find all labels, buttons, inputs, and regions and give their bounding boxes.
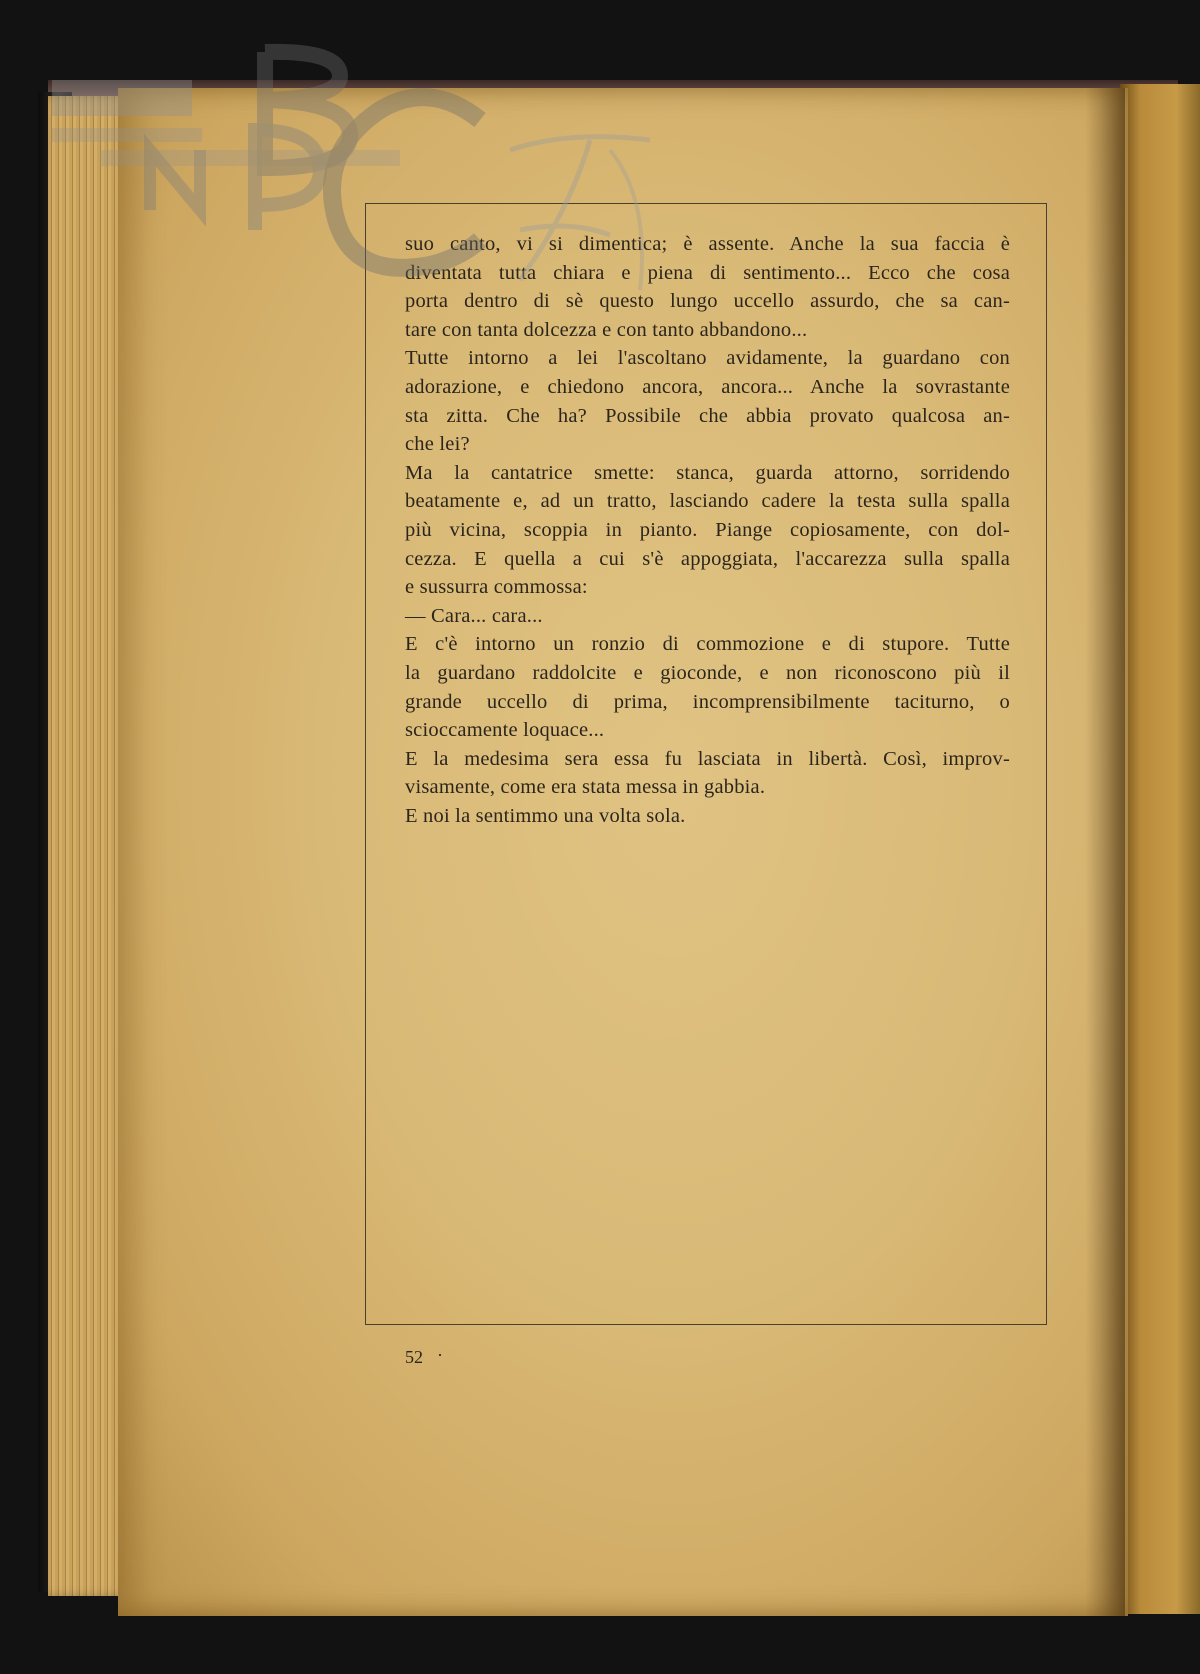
text-line: tare con tanta dolcezza e con tanto abbandono...	[405, 318, 808, 341]
paragraph	[405, 630, 1010, 744]
text-line: visamente, come era stata messa in gabbia.	[405, 776, 766, 799]
paragraph	[405, 459, 1010, 602]
paragraph	[405, 745, 1010, 802]
text-line: Ma la cantatrice smette: stanca, guarda attorno, sorridendo	[405, 461, 1010, 484]
text-line: porta dentro di sè questo lungo uccello assurdo, che sa can-	[405, 290, 1010, 313]
paragraph	[405, 802, 1010, 831]
text-line: la guardano raddolcite e gioconde, e non riconoscono più il	[405, 661, 1010, 684]
text-line: Tutte intorno a lei l'ascoltano avidamente, la guardano con	[405, 347, 1010, 370]
text-line: e sussurra commossa:	[405, 576, 588, 599]
text-line: più vicina, scoppia in pianto. Piange copiosamente, con dol-	[405, 518, 1010, 541]
text-line: grande uccello di prima, incomprensibilmente taciturno, o	[405, 690, 1010, 713]
paragraph	[405, 230, 1010, 344]
text-line: cezza. E quella a cui s'è appoggiata, l'accarezza sulla spalla	[405, 547, 1010, 570]
text-line: suo canto, vi si dimentica; è assente. Anche la sua faccia è	[405, 233, 1010, 255]
text-line: E noi la sentimmo una volta sola.	[405, 804, 686, 827]
text-line: E c'è intorno un ronzio di commozione e di stupore. Tutte	[405, 633, 1010, 656]
text-line: — Cara... cara...	[405, 604, 543, 627]
text-line: scioccamente loquace...	[405, 719, 605, 742]
text-line: beatamente e, ad un tratto, lasciando cadere la testa sulla spalla	[405, 490, 1010, 513]
page-number: 52	[405, 1347, 423, 1367]
facing-page-edge	[1120, 84, 1200, 1614]
text-line: adorazione, e chiedono ancora, ancora... Anche la sovrastante	[405, 375, 1010, 398]
paragraph	[405, 602, 1010, 631]
text-line: diventata tutta chiara e piena di sentimento... Ecco che cosa	[405, 261, 1010, 284]
paragraph	[405, 344, 1010, 458]
text-line: sta zitta. Che ha? Possibile che abbia provato qualcosa an-	[405, 404, 1010, 427]
text-line: E la medesima sera essa fu lasciata in libertà. Così, improv-	[405, 747, 1010, 770]
page-body-text	[405, 230, 1010, 830]
spine-shadow	[1085, 88, 1125, 1616]
text-line: che lei?	[405, 433, 470, 456]
page-stack-edges	[48, 96, 128, 1596]
page-number-dot: ·	[437, 1345, 443, 1365]
